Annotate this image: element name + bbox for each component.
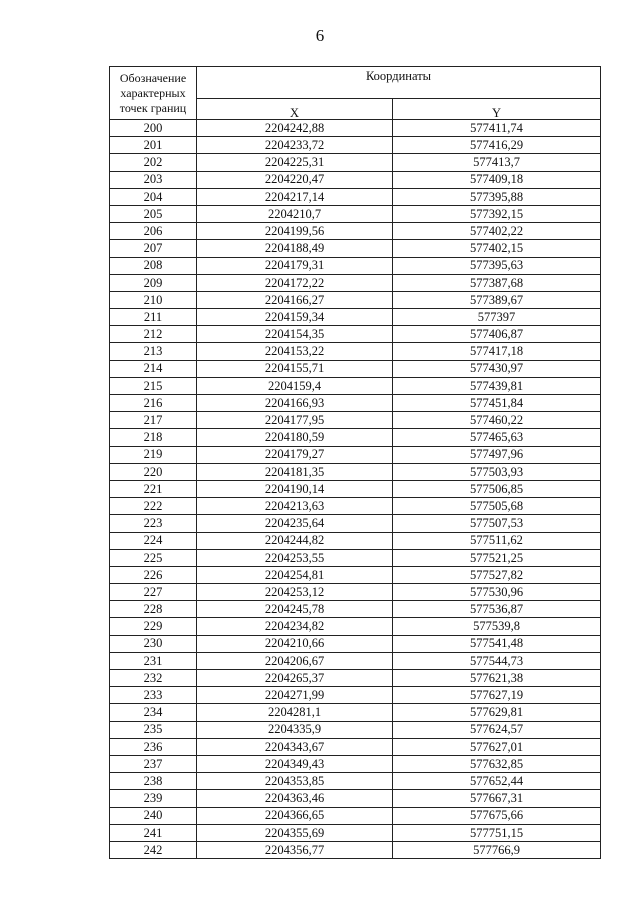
y-coordinate-cell: 577652,44 <box>393 773 601 790</box>
x-coordinate-cell: 2204356,77 <box>197 841 393 858</box>
y-coordinate-cell: 577627,01 <box>393 738 601 755</box>
table-row <box>110 652 601 669</box>
point-id-cell: 216 <box>110 395 197 412</box>
x-coordinate-cell: 2204179,27 <box>197 446 393 463</box>
y-coordinate-cell: 577392,15 <box>393 205 601 222</box>
x-coordinate-cell: 2204366,65 <box>197 807 393 824</box>
x-coordinate-cell: 2204217,14 <box>197 188 393 205</box>
x-coordinate-cell: 2204349,43 <box>197 755 393 772</box>
x-coordinate-cell: 2204210,66 <box>197 635 393 652</box>
point-id-cell: 206 <box>110 223 197 240</box>
x-coordinate-cell: 2204220,47 <box>197 171 393 188</box>
point-id-cell: 228 <box>110 601 197 618</box>
table-row <box>110 309 601 326</box>
table-row <box>110 446 601 463</box>
point-id-cell: 202 <box>110 154 197 171</box>
header-y: Y <box>393 99 601 120</box>
point-id-cell: 207 <box>110 240 197 257</box>
x-coordinate-cell: 2204343,67 <box>197 738 393 755</box>
y-coordinate-cell: 577497,96 <box>393 446 601 463</box>
y-coordinate-cell: 577389,67 <box>393 291 601 308</box>
point-id-cell: 214 <box>110 360 197 377</box>
y-coordinate-cell: 577395,88 <box>393 188 601 205</box>
y-coordinate-cell: 577511,62 <box>393 532 601 549</box>
point-id-cell: 238 <box>110 773 197 790</box>
x-coordinate-cell: 2204335,9 <box>197 721 393 738</box>
y-coordinate-cell: 577766,9 <box>393 841 601 858</box>
table-row <box>110 480 601 497</box>
point-id-cell: 209 <box>110 274 197 291</box>
y-coordinate-cell: 577430,97 <box>393 360 601 377</box>
table-row <box>110 377 601 394</box>
x-coordinate-cell: 2204159,34 <box>197 309 393 326</box>
table-row <box>110 687 601 704</box>
point-id-cell: 213 <box>110 343 197 360</box>
table-row <box>110 635 601 652</box>
x-coordinate-cell: 2204242,88 <box>197 120 393 137</box>
point-id-cell: 239 <box>110 790 197 807</box>
point-id-cell: 240 <box>110 807 197 824</box>
y-coordinate-cell: 577413,7 <box>393 154 601 171</box>
point-id-cell: 215 <box>110 377 197 394</box>
table-row <box>110 670 601 687</box>
point-id-cell: 226 <box>110 566 197 583</box>
point-id-cell: 217 <box>110 412 197 429</box>
x-coordinate-cell: 2204179,31 <box>197 257 393 274</box>
table-row <box>110 429 601 446</box>
y-coordinate-cell: 577402,15 <box>393 240 601 257</box>
table-row <box>110 841 601 858</box>
point-id-cell: 235 <box>110 721 197 738</box>
x-coordinate-cell: 2204245,78 <box>197 601 393 618</box>
y-coordinate-cell: 577460,22 <box>393 412 601 429</box>
table-row <box>110 154 601 171</box>
x-coordinate-cell: 2204235,64 <box>197 515 393 532</box>
y-coordinate-cell: 577416,29 <box>393 137 601 154</box>
x-coordinate-cell: 2204199,56 <box>197 223 393 240</box>
table-row <box>110 137 601 154</box>
x-coordinate-cell: 2204190,14 <box>197 480 393 497</box>
point-id-cell: 232 <box>110 670 197 687</box>
point-id-cell: 233 <box>110 687 197 704</box>
table-row <box>110 412 601 429</box>
y-coordinate-cell: 577465,63 <box>393 429 601 446</box>
y-coordinate-cell: 577507,53 <box>393 515 601 532</box>
x-coordinate-cell: 2204234,82 <box>197 618 393 635</box>
x-coordinate-cell: 2204159,4 <box>197 377 393 394</box>
point-id-cell: 223 <box>110 515 197 532</box>
x-coordinate-cell: 2204271,99 <box>197 687 393 704</box>
table-row <box>110 240 601 257</box>
y-coordinate-cell: 577397 <box>393 309 601 326</box>
table-row <box>110 721 601 738</box>
point-id-cell: 229 <box>110 618 197 635</box>
header-points: Обозначение характерных точек границ <box>110 67 197 120</box>
table-row <box>110 343 601 360</box>
x-coordinate-cell: 2204225,31 <box>197 154 393 171</box>
table-body <box>110 120 601 859</box>
x-coordinate-cell: 2204180,59 <box>197 429 393 446</box>
x-coordinate-cell: 2204155,71 <box>197 360 393 377</box>
point-id-cell: 237 <box>110 755 197 772</box>
y-coordinate-cell: 577544,73 <box>393 652 601 669</box>
y-coordinate-cell: 577527,82 <box>393 566 601 583</box>
x-coordinate-cell: 2204363,46 <box>197 790 393 807</box>
table-row <box>110 498 601 515</box>
y-coordinate-cell: 577667,31 <box>393 790 601 807</box>
point-id-cell: 210 <box>110 291 197 308</box>
y-coordinate-cell: 577409,18 <box>393 171 601 188</box>
y-coordinate-cell: 577451,84 <box>393 395 601 412</box>
point-id-cell: 218 <box>110 429 197 446</box>
point-id-cell: 224 <box>110 532 197 549</box>
table-row <box>110 205 601 222</box>
x-coordinate-cell: 2204253,12 <box>197 584 393 601</box>
table-row <box>110 395 601 412</box>
table-row <box>110 738 601 755</box>
point-id-cell: 236 <box>110 738 197 755</box>
y-coordinate-cell: 577627,19 <box>393 687 601 704</box>
point-id-cell: 219 <box>110 446 197 463</box>
table-row <box>110 755 601 772</box>
x-coordinate-cell: 2204353,85 <box>197 773 393 790</box>
point-id-cell: 201 <box>110 137 197 154</box>
y-coordinate-cell: 577387,68 <box>393 274 601 291</box>
table-row <box>110 326 601 343</box>
page-number: 6 <box>315 26 325 45</box>
table-row <box>110 291 601 308</box>
y-coordinate-cell: 577417,18 <box>393 343 601 360</box>
table-row <box>110 601 601 618</box>
y-coordinate-cell: 577629,81 <box>393 704 601 721</box>
point-id-cell: 200 <box>110 120 197 137</box>
x-coordinate-cell: 2204166,93 <box>197 395 393 412</box>
point-id-cell: 204 <box>110 188 197 205</box>
point-id-cell: 230 <box>110 635 197 652</box>
table-row <box>110 532 601 549</box>
x-coordinate-cell: 2204206,67 <box>197 652 393 669</box>
table-row <box>110 360 601 377</box>
y-coordinate-cell: 577439,81 <box>393 377 601 394</box>
point-id-cell: 222 <box>110 498 197 515</box>
table-row <box>110 120 601 137</box>
x-coordinate-cell: 2204253,55 <box>197 549 393 566</box>
y-coordinate-cell: 577539,8 <box>393 618 601 635</box>
point-id-cell: 220 <box>110 463 197 480</box>
x-coordinate-cell: 2204153,22 <box>197 343 393 360</box>
point-id-cell: 241 <box>110 824 197 841</box>
table-row <box>110 257 601 274</box>
table-row <box>110 824 601 841</box>
y-coordinate-cell: 577541,48 <box>393 635 601 652</box>
coordinates-table <box>109 66 601 859</box>
y-coordinate-cell: 577751,15 <box>393 824 601 841</box>
y-coordinate-cell: 577411,74 <box>393 120 601 137</box>
point-id-cell: 227 <box>110 584 197 601</box>
y-coordinate-cell: 577536,87 <box>393 601 601 618</box>
table-row <box>110 773 601 790</box>
x-coordinate-cell: 2204210,7 <box>197 205 393 222</box>
point-id-cell: 234 <box>110 704 197 721</box>
x-coordinate-cell: 2204213,63 <box>197 498 393 515</box>
x-coordinate-cell: 2204172,22 <box>197 274 393 291</box>
x-coordinate-cell: 2204177,95 <box>197 412 393 429</box>
y-coordinate-cell: 577402,22 <box>393 223 601 240</box>
point-id-cell: 205 <box>110 205 197 222</box>
point-id-cell: 221 <box>110 480 197 497</box>
x-coordinate-cell: 2204154,35 <box>197 326 393 343</box>
x-coordinate-cell: 2204188,49 <box>197 240 393 257</box>
table-row <box>110 188 601 205</box>
y-coordinate-cell: 577506,85 <box>393 480 601 497</box>
table-row <box>110 790 601 807</box>
y-coordinate-cell: 577505,68 <box>393 498 601 515</box>
y-coordinate-cell: 577624,57 <box>393 721 601 738</box>
y-coordinate-cell: 577621,38 <box>393 670 601 687</box>
y-coordinate-cell: 577406,87 <box>393 326 601 343</box>
x-coordinate-cell: 2204181,35 <box>197 463 393 480</box>
y-coordinate-cell: 577530,96 <box>393 584 601 601</box>
table-row <box>110 274 601 291</box>
y-coordinate-cell: 577521,25 <box>393 549 601 566</box>
table-row <box>110 549 601 566</box>
x-coordinate-cell: 2204281,1 <box>197 704 393 721</box>
header-x: X <box>197 99 393 120</box>
point-id-cell: 225 <box>110 549 197 566</box>
x-coordinate-cell: 2204355,69 <box>197 824 393 841</box>
x-coordinate-cell: 2204244,82 <box>197 532 393 549</box>
table-row <box>110 618 601 635</box>
table-row <box>110 566 601 583</box>
header-coordinates: Координаты <box>197 67 601 99</box>
point-id-cell: 203 <box>110 171 197 188</box>
y-coordinate-cell: 577395,63 <box>393 257 601 274</box>
x-coordinate-cell: 2204254,81 <box>197 566 393 583</box>
y-coordinate-cell: 577632,85 <box>393 755 601 772</box>
point-id-cell: 242 <box>110 841 197 858</box>
y-coordinate-cell: 577675,66 <box>393 807 601 824</box>
x-coordinate-cell: 2204265,37 <box>197 670 393 687</box>
point-id-cell: 208 <box>110 257 197 274</box>
table-row <box>110 515 601 532</box>
table-row <box>110 584 601 601</box>
table-row <box>110 223 601 240</box>
y-coordinate-cell: 577503,93 <box>393 463 601 480</box>
point-id-cell: 231 <box>110 652 197 669</box>
x-coordinate-cell: 2204233,72 <box>197 137 393 154</box>
table-row <box>110 463 601 480</box>
table-row <box>110 171 601 188</box>
point-id-cell: 212 <box>110 326 197 343</box>
table-row <box>110 704 601 721</box>
x-coordinate-cell: 2204166,27 <box>197 291 393 308</box>
table-row <box>110 807 601 824</box>
point-id-cell: 211 <box>110 309 197 326</box>
